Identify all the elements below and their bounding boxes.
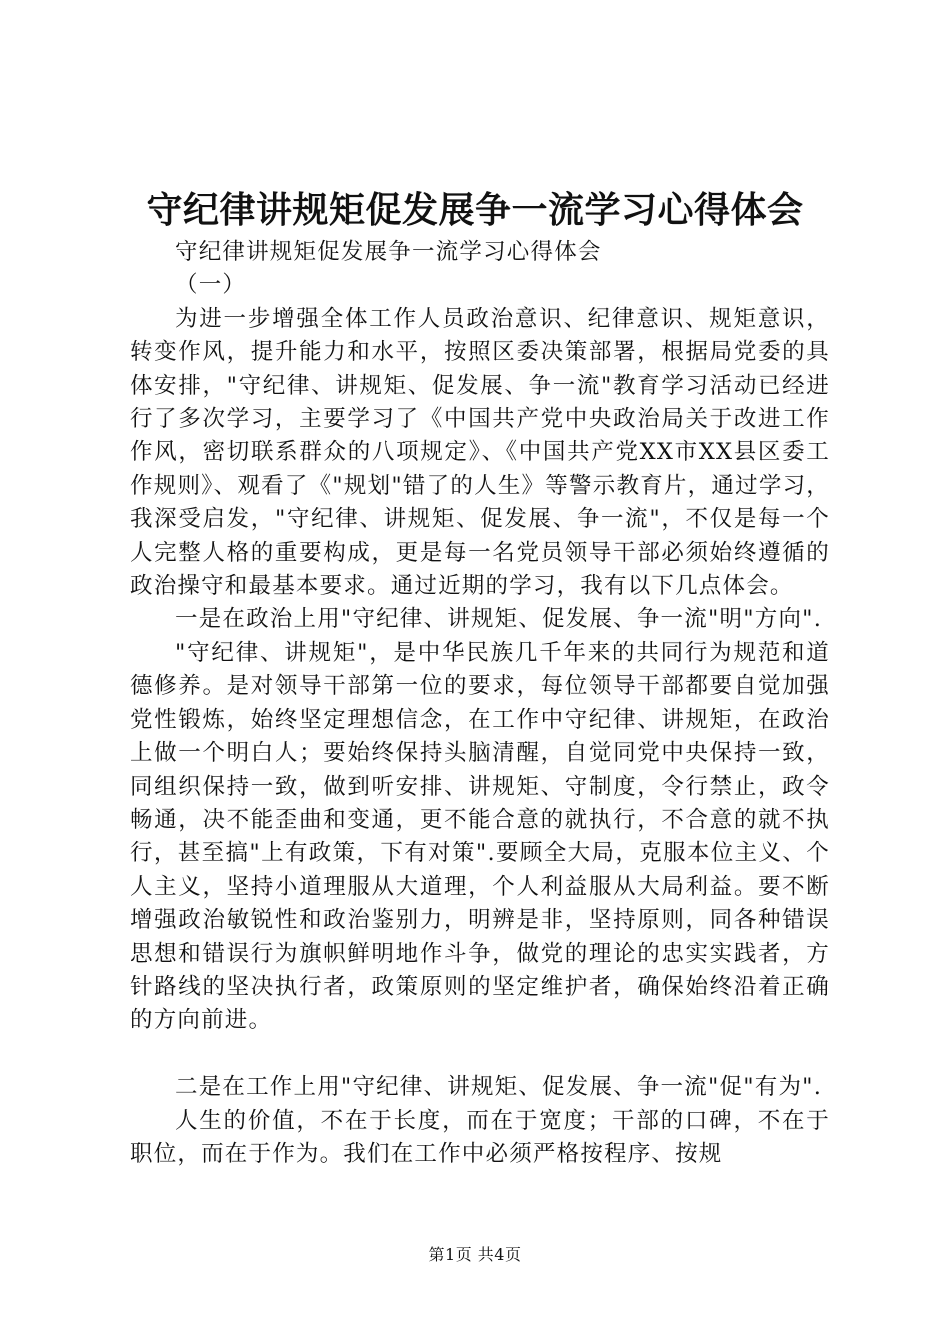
document-body (130, 236, 830, 1171)
paragraph-intro: 为进一步增强全体工作人员政治意识、纪律意识、规矩意识，转变作风，提升能力和水平，按照区委决策部署，根据局党委的具体安排，"守纪律、讲规矩、促发展、争一流"教育学习活动已经进行了多次学习，主要学习了《中国共产党中央政治局关于改进工作作风，密切联系群众的八项规定》、《中国共产党XX市XX县区委工作规则》、观看了《"规划"错了的人生》等警示教育片，通过学习，我深受启发，"守纪律、讲规矩、促发展、争一流"，不仅是每一个人完整人格的重要构成，更是每一名党员领导干部必须始终遵循的政治操守和最基本要求。通过近期的学习，我有以下几点体会。 (130, 305, 830, 600)
paragraph-point-two: 人生的价值，不在于长度，而在于宽度；干部的口碑，不在于职位，而在于作为。我们在工作中必须严格按程序、按规 (130, 1107, 830, 1167)
section-number: （一） (175, 272, 247, 299)
paragraph-spacer (130, 1038, 830, 1071)
heading-point-one: 一是在政治上用"守纪律、讲规矩、促发展、争一流"明"方向". (175, 606, 823, 633)
page-number-footer: 第1页 共4页 (428, 1245, 522, 1264)
heading-point-two: 二是在工作上用"守纪律、讲规矩、促发展、争一流"促"有为". (175, 1074, 823, 1101)
paragraph-point-one: "守纪律、讲规矩"，是中华民族几千年来的共同行为规范和道德修养。是对领导干部第一位的要求，每位领导干部都要自觉加强党性锻炼，始终坚定理想信念，在工作中守纪律、讲规矩，在政治上做一个明白人；要始终保持头脑清醒，自觉同党中央保持一致，同组织保持一致，做到听安排、讲规矩、守制度，令行禁止，政令畅通，决不能歪曲和变通，更不能合意的就执行，不合意的就不执行，甚至搞"上有政策，下有对策".要顾全大局，克服本位主义、个人主义，坚持小道理服从大道理，个人利益服从大局利益。要不断增强政治敏锐性和政治鉴别力，明辨是非，坚持原则，同各种错误思想和错误行为旗帜鲜明地作斗争，做党的理论的忠实实践者，方针路线的坚决执行者，政策原则的坚定维护者，确保始终沿着正确的方向前进。 (130, 639, 830, 1034)
document-subtitle: 守纪律讲规矩促发展争一流学习心得体会 (175, 239, 602, 265)
document-title: 守纪律讲规矩促发展争一流学习心得体会 (146, 189, 804, 231)
